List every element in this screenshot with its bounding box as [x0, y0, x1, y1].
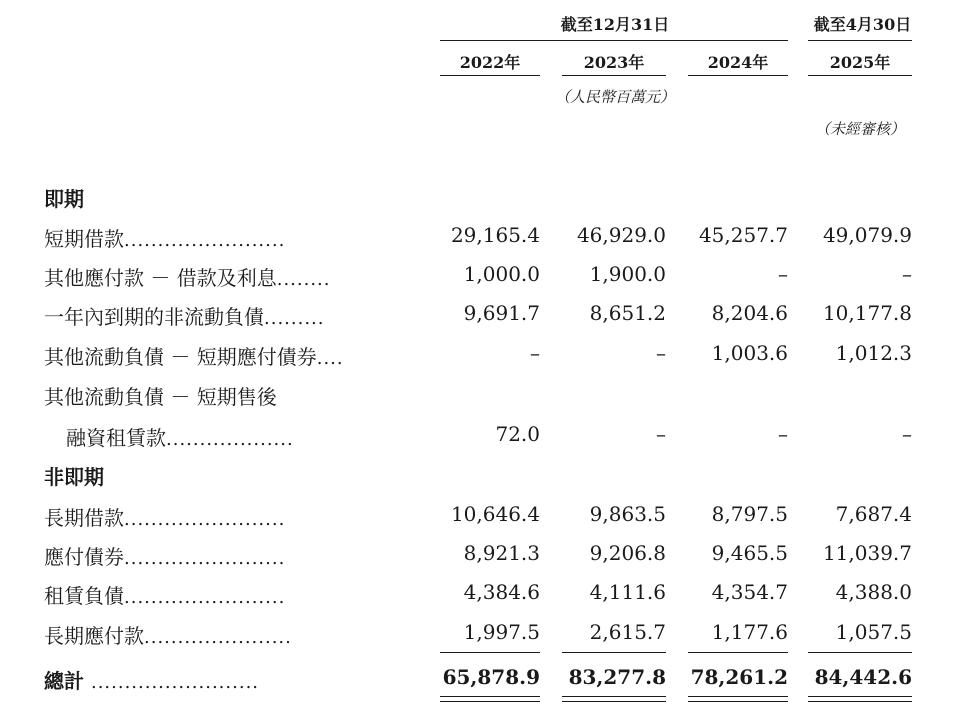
- total-cell: 78,261.2: [690, 665, 788, 689]
- total-cell: 84,442.6: [814, 665, 912, 689]
- rule-above-total-2025: [808, 652, 912, 653]
- cell: 4,384.6: [463, 580, 540, 604]
- cell: 8,651.2: [589, 301, 666, 325]
- cell: 49,079.9: [822, 223, 912, 247]
- cell: 7,687.4: [835, 502, 912, 526]
- rule-above-total-2022: [440, 652, 540, 653]
- cell: 4,354.7: [711, 580, 788, 604]
- header-year-2025: 2025年: [829, 53, 891, 72]
- cell: –: [778, 422, 788, 446]
- double-rule-bottom-2024: [688, 701, 788, 702]
- cell: 2,615.7: [589, 620, 666, 644]
- unit-label: （人民幣百萬元）: [554, 88, 675, 106]
- cell: 1,000.0: [463, 262, 540, 286]
- header-year-2022: 2022年: [459, 53, 521, 72]
- row-label-long-term-payables: 長期應付款......................: [44, 624, 292, 648]
- cell: 1,003.6: [711, 341, 788, 365]
- cell: 9,863.5: [589, 502, 666, 526]
- cell: 4,111.6: [589, 580, 666, 604]
- cell: 1,997.5: [463, 620, 540, 644]
- cell: 9,206.8: [589, 541, 666, 565]
- cell: –: [656, 422, 666, 446]
- header-period-april: 截至4月30日: [813, 15, 912, 34]
- double-rule-top-2023: [562, 696, 666, 697]
- cell: –: [902, 262, 912, 286]
- header-period-december: 截至12月31日: [560, 15, 670, 34]
- header-year-2023: 2023年: [583, 53, 645, 72]
- total-cell: 65,878.9: [442, 665, 540, 689]
- total-cell: 83,277.8: [568, 665, 666, 689]
- cell: 9,691.7: [463, 301, 540, 325]
- cell: 11,039.7: [822, 541, 912, 565]
- header-rule-2022: [440, 75, 540, 76]
- row-label-long-term-borrowings: 長期借款........................: [44, 506, 286, 530]
- cell: –: [656, 341, 666, 365]
- rule-above-total-2023: [562, 652, 666, 653]
- cell: 29,165.4: [450, 223, 540, 247]
- cell: 10,177.8: [822, 301, 912, 325]
- row-label-total: 總計 .........................: [44, 669, 260, 693]
- cell: 4,388.0: [835, 580, 912, 604]
- cell: 1,057.5: [835, 620, 912, 644]
- header-rule-april: [808, 40, 912, 41]
- header-rule-2024: [688, 75, 788, 76]
- row-label-sale-leaseback-line1: 其他流動負債 － 短期售後: [44, 385, 277, 409]
- row-label-bonds-payable: 應付債券........................: [44, 545, 286, 569]
- double-rule-top-2022: [440, 696, 540, 697]
- cell: 1,900.0: [589, 262, 666, 286]
- cell: 45,257.7: [698, 223, 788, 247]
- header-rule-2023: [562, 75, 666, 76]
- section-current: 即期: [44, 187, 84, 211]
- row-label-short-term-borrowings: 短期借款........................: [44, 227, 286, 251]
- cell: 8,921.3: [463, 541, 540, 565]
- row-label-short-term-bonds: 其他流動負債 － 短期應付債券....: [44, 345, 344, 369]
- cell: 8,797.5: [711, 502, 788, 526]
- double-rule-bottom-2022: [440, 701, 540, 702]
- cell: –: [530, 341, 540, 365]
- section-non-current: 非即期: [44, 465, 104, 489]
- unaudited-label: （未經審核）: [814, 120, 905, 138]
- cell: –: [778, 262, 788, 286]
- cell: –: [902, 422, 912, 446]
- row-label-current-portion-noncurrent: 一年內到期的非流動負債.........: [44, 305, 325, 329]
- cell: 72.0: [495, 422, 540, 446]
- double-rule-top-2025: [808, 696, 912, 697]
- row-label-other-payables-borrowings: 其他應付款 － 借款及利息........: [44, 266, 331, 290]
- double-rule-bottom-2025: [808, 701, 912, 702]
- header-rule-2025: [808, 75, 912, 76]
- cell: 1,012.3: [835, 341, 912, 365]
- cell: 9,465.5: [711, 541, 788, 565]
- header-rule-december: [440, 40, 788, 41]
- cell: 1,177.6: [711, 620, 788, 644]
- rule-above-total-2024: [688, 652, 788, 653]
- header-year-2024: 2024年: [707, 53, 769, 72]
- cell: 10,646.4: [450, 502, 540, 526]
- double-rule-bottom-2023: [562, 701, 666, 702]
- double-rule-top-2024: [688, 696, 788, 697]
- row-label-lease-liabilities: 租賃負債........................: [44, 584, 286, 608]
- row-label-finance-lease: 融資租賃款...................: [66, 426, 294, 450]
- cell: 46,929.0: [576, 223, 666, 247]
- cell: 8,204.6: [711, 301, 788, 325]
